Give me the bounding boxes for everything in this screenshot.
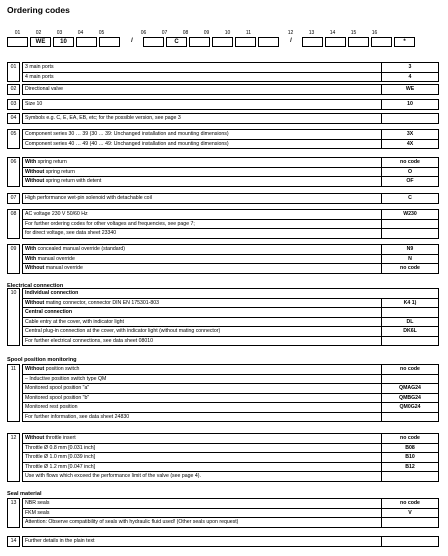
option-row [22, 412, 439, 423]
option-row [22, 452, 439, 462]
option-code [381, 537, 438, 546]
code-position-box [371, 37, 392, 47]
option-row [22, 129, 439, 139]
option-code: QM0G24 [381, 403, 438, 412]
option-code [381, 220, 438, 229]
code-position-number: 02 [35, 30, 42, 36]
option-description: Component series 40 … 49 (40 … 49: Unchanged installation and mounting dimensions) [25, 140, 229, 147]
option-code: 3 [381, 63, 438, 72]
code-position-box: * [394, 37, 415, 47]
option-code: N [381, 255, 438, 264]
section-number: 07 [7, 193, 20, 204]
code-position-box: WE [30, 37, 51, 47]
option-description: For further ordering codes for other voltages and frequencies, see page 7; [25, 220, 195, 227]
option-description: Without throttle insert [25, 435, 76, 441]
option-code: 10 [381, 100, 438, 109]
option-description: For further electrical connections, see data sheet 08010 [25, 337, 154, 344]
option-row [22, 536, 439, 547]
section-s14 [7, 536, 439, 547]
option-description: Throttle Ø 1.2 mm [0.047 inch] [25, 463, 96, 470]
option-row [22, 113, 439, 124]
code-position-number: 10 [224, 30, 231, 36]
option-row [22, 498, 439, 508]
code-position-box [258, 37, 279, 47]
section-number: 02 [7, 84, 20, 95]
option-description: 3 main ports [25, 64, 54, 70]
section-s02 [7, 84, 439, 95]
option-code: WE [381, 85, 438, 94]
section-number: 06 [7, 157, 20, 187]
option-description: Cable entry at the cover, with indicator light [25, 318, 124, 325]
code-position-box [76, 37, 97, 47]
code-position-box [143, 37, 164, 47]
option-row [22, 317, 439, 327]
option-row [22, 471, 439, 482]
code-position-number: 16 [371, 30, 378, 36]
option-row [22, 307, 439, 317]
option-row [22, 84, 439, 95]
option-row [22, 364, 439, 374]
option-code: W230 [381, 210, 438, 219]
option-description: FKM seals [25, 509, 50, 516]
option-code: C [381, 194, 438, 203]
option-description: Throttle Ø 0.8 mm [0.031 inch] [25, 444, 96, 451]
option-row [22, 99, 439, 110]
option-code: no code [381, 365, 438, 374]
option-row [22, 374, 439, 384]
option-description: Further details in the plain text [25, 538, 95, 544]
option-code: 4X [381, 140, 438, 149]
option-description: Monitored rest position [25, 404, 78, 410]
code-position-box [325, 37, 346, 47]
option-row [22, 517, 439, 528]
option-description: High performance wet-pin solenoid with detachable coil [25, 195, 152, 201]
option-row [22, 62, 439, 72]
code-position-number: 07 [161, 30, 168, 36]
section-number: 10 [7, 288, 20, 346]
option-code: V [381, 509, 438, 518]
option-row [22, 157, 439, 167]
section-s08 [7, 209, 439, 239]
code-position-number: 08 [182, 30, 189, 36]
subheading: Individual connection [25, 290, 79, 296]
code-position-box: 10 [53, 37, 74, 47]
option-description: Central connection [25, 309, 72, 315]
section-number: 12 [7, 433, 20, 482]
option-code: no code [381, 434, 438, 443]
option-code [381, 308, 438, 317]
section-number: 04 [7, 113, 20, 124]
code-position-number: 03 [56, 30, 63, 36]
section-number: 03 [7, 99, 20, 110]
option-row [22, 326, 439, 336]
option-code [381, 114, 438, 123]
option-description: – Inductive position switch type QM [25, 375, 107, 382]
option-code: B12 [381, 463, 438, 472]
group-heading: Electrical connection [7, 283, 64, 289]
option-code [381, 375, 438, 384]
code-position-box [302, 37, 323, 47]
section-number: 01 [7, 62, 20, 82]
option-description: Without mating connector, connector DIN EN 175301-803 [25, 299, 160, 306]
option-row [22, 167, 439, 177]
option-row [22, 254, 439, 264]
section-s07 [7, 193, 439, 204]
option-row [22, 393, 439, 403]
option-description: Without manual override [25, 265, 83, 271]
code-position-box [99, 37, 120, 47]
option-code: OF [381, 177, 438, 186]
code-position-box: / [131, 38, 133, 44]
option-code [381, 472, 438, 481]
option-code [381, 229, 438, 238]
code-position-number: 04 [77, 30, 84, 36]
option-description: Without spring return [25, 168, 75, 175]
option-row [22, 443, 439, 453]
option-description: Attention: Observe compatibility of seals with hydraulic fluid used! (Other seals upon request) [25, 519, 239, 525]
code-position-number: 12 [287, 30, 294, 36]
section-number: 08 [7, 209, 20, 239]
page-title: Ordering codes [7, 5, 70, 15]
option-row [22, 244, 439, 254]
option-description: Monitored spool position "b" [25, 394, 90, 401]
section-spool [7, 364, 439, 422]
section-elec [7, 288, 439, 346]
code-position-number: 15 [350, 30, 357, 36]
option-description: Symbols e.g. C, E, EA, EB, etc; for the possible version, see page 3 [25, 115, 181, 121]
code-position-number: 13 [308, 30, 315, 36]
option-description: Size 10 [25, 101, 43, 107]
option-code [381, 413, 438, 422]
ordering-code-header [7, 30, 417, 47]
code-position-box: C [166, 37, 187, 47]
option-description: Central plug-in connection at the cover, with indicator light (without mating connector) [25, 328, 221, 334]
option-description: Throttle Ø 1.0 mm [0.039 inch] [25, 454, 96, 460]
option-code: QMAG24 [381, 384, 438, 393]
section-s01 [7, 62, 439, 82]
option-description: for direct voltage, see data sheet 23340 [25, 230, 117, 236]
option-row [22, 176, 439, 187]
option-code [381, 518, 438, 527]
option-row [22, 263, 439, 274]
group-heading: Seal material [7, 491, 42, 497]
option-code: N9 [381, 245, 438, 254]
option-row [22, 433, 439, 443]
code-position-number [112, 30, 133, 37]
code-position-number: 11 [245, 30, 252, 36]
section-number: 14 [7, 536, 20, 547]
code-position-number: 09 [203, 30, 210, 36]
option-row [22, 298, 439, 308]
option-row [22, 383, 439, 393]
section-s03 [7, 99, 439, 110]
option-code: no code [381, 158, 438, 167]
section-number: 09 [7, 244, 20, 274]
code-position-number: 01 [14, 30, 21, 36]
option-description: With concealed manual override (standard) [25, 246, 126, 252]
section-number: 13 [7, 498, 20, 528]
option-code: DL [381, 318, 438, 327]
code-position-box [235, 37, 256, 47]
option-description: Component series 30 … 39 (30 … 39: Unchanged installation and mounting dimensions) [25, 131, 229, 137]
option-code: O [381, 168, 438, 177]
code-position-number [259, 30, 280, 37]
option-row [22, 336, 439, 347]
code-position-box [7, 37, 28, 47]
section-s12 [7, 433, 439, 482]
option-description: Directional valve [25, 86, 64, 92]
option-description: Monitored spool position "a" [25, 385, 90, 391]
option-description: With spring return [25, 159, 67, 165]
option-row [22, 462, 439, 472]
section-s06 [7, 157, 439, 187]
option-row [22, 193, 439, 204]
option-description: With manual override [25, 255, 75, 262]
option-row [22, 402, 439, 412]
code-position-box: / [290, 38, 292, 44]
code-position-number: 14 [329, 30, 336, 36]
option-code: 3X [381, 130, 438, 139]
option-description: NBR seals [25, 500, 50, 506]
option-description: Without spring return with detent [25, 178, 102, 184]
code-position-box [348, 37, 369, 47]
option-code: B08 [381, 444, 438, 453]
option-row [22, 228, 439, 239]
option-description: Use with flows which exceed the performance limit of the valve (see page 4). [25, 473, 201, 479]
group-heading: Spool position monitoring [7, 357, 77, 363]
option-code: no code [381, 264, 438, 273]
option-code [381, 337, 438, 346]
option-code: DK6L [381, 327, 438, 336]
option-description: For further information, see data sheet 24830 [25, 413, 130, 420]
option-code: B10 [381, 453, 438, 462]
section-s09 [7, 244, 439, 274]
option-code: K4 1) [381, 299, 438, 308]
code-position-box [189, 37, 210, 47]
option-row [22, 219, 439, 229]
option-row [22, 508, 439, 518]
option-row [22, 139, 439, 150]
section-s05 [7, 129, 439, 149]
option-description: 4 main ports [25, 73, 54, 80]
option-row [22, 209, 439, 219]
option-row [22, 72, 439, 83]
section-number: 11 [7, 364, 20, 422]
option-description: AC voltage 230 V 50/60 Hz [25, 211, 88, 217]
option-code: no code [381, 499, 438, 508]
section-s04 [7, 113, 439, 124]
section-number: 05 [7, 129, 20, 149]
section-seal [7, 498, 439, 528]
code-position-box [212, 37, 233, 47]
option-description: Without position switch [25, 366, 80, 372]
code-position-number: 06 [140, 30, 147, 36]
option-code: QMBG24 [381, 394, 438, 403]
option-code: 4 [381, 73, 438, 82]
code-position-number: 05 [98, 30, 105, 36]
